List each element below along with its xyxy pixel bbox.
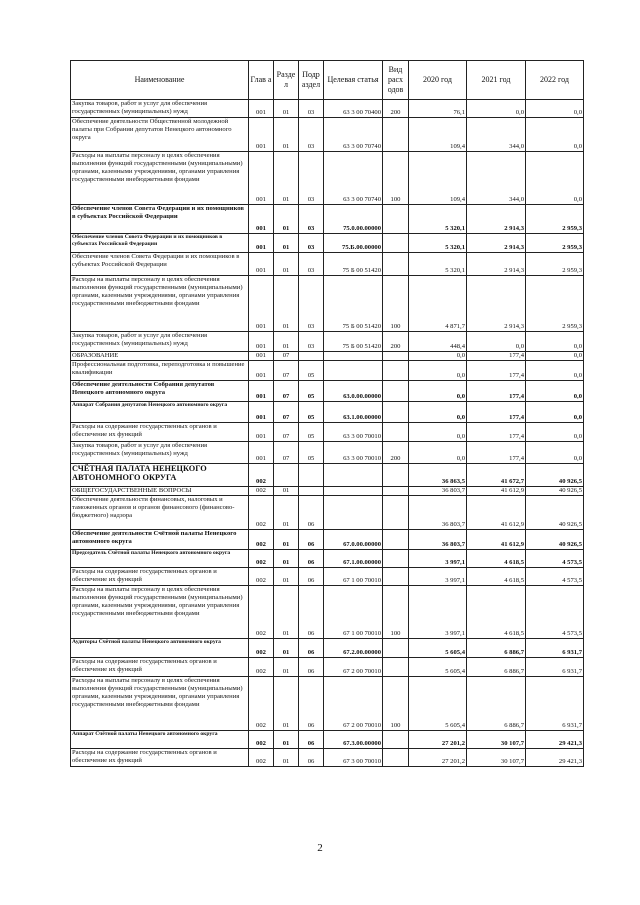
row-2022: 2 959,3 xyxy=(526,205,584,234)
row-vid xyxy=(383,253,409,276)
col-2021-header: 2021 год xyxy=(467,61,526,100)
row-podrazdel: 03 xyxy=(299,118,324,152)
row-vid xyxy=(383,381,409,402)
row-target: 75 Б 00 51420 xyxy=(324,276,383,332)
row-target: 67.3.00.00000 xyxy=(324,731,383,749)
row-glava: 002 xyxy=(249,749,274,767)
row-2021: 177,4 xyxy=(467,381,526,402)
row-2020: 3 997,1 xyxy=(409,550,467,568)
row-vid xyxy=(383,234,409,253)
row-vid xyxy=(383,352,409,361)
row-target: 67.1.00.00000 xyxy=(324,550,383,568)
table-row xyxy=(71,658,584,677)
row-vid xyxy=(383,639,409,658)
row-razdel: 01 xyxy=(274,152,299,205)
row-2020: 3 997,1 xyxy=(409,586,467,639)
row-2020: 0,0 xyxy=(409,361,467,381)
row-glava: 001 xyxy=(249,118,274,152)
row-glava: 002 xyxy=(249,550,274,568)
row-razdel: 01 xyxy=(274,530,299,550)
row-name: Расходы на выплаты персоналу в целях обеспечения выполнения функций государственными (муниципальными) органами, казенными учреждениями, органами управления государственными внебюджетными фондами xyxy=(71,152,249,205)
table-row xyxy=(71,234,584,253)
row-2022: 4 573,5 xyxy=(526,568,584,586)
row-target: 67 2 00 70010 xyxy=(324,658,383,677)
row-podrazdel: 06 xyxy=(299,749,324,767)
row-2022: 4 573,5 xyxy=(526,550,584,568)
row-podrazdel: 03 xyxy=(299,234,324,253)
budget-table xyxy=(70,60,584,767)
row-target xyxy=(324,361,383,381)
row-name: Обеспечение деятельности финансовых, налоговых и таможенных органов и органов финансового (финансово-бюджетного) надзора xyxy=(71,496,249,530)
row-2021: 30 107,7 xyxy=(467,749,526,767)
row-name: Закупка товаров, работ и услуг для обеспечения государственных (муниципальных) нужд xyxy=(71,332,249,352)
row-2020: 36 803,7 xyxy=(409,487,467,496)
row-2021: 2 914,3 xyxy=(467,205,526,234)
row-2022: 4 573,5 xyxy=(526,586,584,639)
row-razdel: 01 xyxy=(274,234,299,253)
row-2022: 2 959,3 xyxy=(526,234,584,253)
row-vid: 100 xyxy=(383,586,409,639)
row-2020: 0,0 xyxy=(409,402,467,423)
row-glava: 001 xyxy=(249,205,274,234)
row-vid: 100 xyxy=(383,152,409,205)
row-name: Расходы на содержание государственных органов и обеспечение их функций xyxy=(71,658,249,677)
row-podrazdel xyxy=(299,352,324,361)
row-podrazdel: 06 xyxy=(299,530,324,550)
row-razdel: 01 xyxy=(274,100,299,118)
row-vid xyxy=(383,658,409,677)
row-vid xyxy=(383,496,409,530)
col-2022-header: 2022 год xyxy=(526,61,584,100)
table-row xyxy=(71,639,584,658)
table-row xyxy=(71,550,584,568)
row-razdel: 01 xyxy=(274,253,299,276)
row-glava: 002 xyxy=(249,639,274,658)
row-podrazdel xyxy=(299,487,324,496)
row-razdel: 01 xyxy=(274,276,299,332)
row-2021: 41 612,9 xyxy=(467,487,526,496)
table-row xyxy=(71,381,584,402)
row-target: 75.Б.00.00000 xyxy=(324,234,383,253)
row-2020: 27 201,2 xyxy=(409,749,467,767)
row-razdel: 01 xyxy=(274,332,299,352)
row-podrazdel: 05 xyxy=(299,361,324,381)
row-razdel: 07 xyxy=(274,352,299,361)
row-name: ОБЩЕГОСУДАРСТВЕННЫЕ ВОПРОСЫ xyxy=(71,487,249,496)
row-name: Обеспечение членов Совета Федерации и их помощников в субъектах Российской Федерации xyxy=(71,234,249,253)
table-row xyxy=(71,332,584,352)
row-target: 63 3 00 70010 xyxy=(324,442,383,464)
row-razdel: 07 xyxy=(274,402,299,423)
row-2021: 0,0 xyxy=(467,100,526,118)
row-target: 75 Б 00 51420 xyxy=(324,332,383,352)
col-razdel-header: Разде л xyxy=(274,61,299,100)
row-2020: 36 803,7 xyxy=(409,530,467,550)
row-vid xyxy=(383,464,409,487)
row-podrazdel: 06 xyxy=(299,568,324,586)
row-podrazdel: 06 xyxy=(299,677,324,731)
row-target: 63.0.00.00000 xyxy=(324,381,383,402)
row-2022: 0,0 xyxy=(526,381,584,402)
row-name: Аудиторы Счётной палаты Ненецкого автономного округа xyxy=(71,639,249,658)
row-2021: 4 618,5 xyxy=(467,586,526,639)
table-header-row xyxy=(71,61,584,100)
row-glava: 002 xyxy=(249,731,274,749)
row-podrazdel: 06 xyxy=(299,639,324,658)
row-2020: 76,1 xyxy=(409,100,467,118)
row-2022: 0,0 xyxy=(526,152,584,205)
table-row xyxy=(71,586,584,639)
row-glava: 001 xyxy=(249,423,274,442)
row-podrazdel: 05 xyxy=(299,423,324,442)
row-podrazdel: 06 xyxy=(299,496,324,530)
row-2020: 4 871,7 xyxy=(409,276,467,332)
row-2021: 177,4 xyxy=(467,423,526,442)
row-glava: 002 xyxy=(249,568,274,586)
row-2020: 0,0 xyxy=(409,381,467,402)
row-vid: 200 xyxy=(383,442,409,464)
row-glava: 001 xyxy=(249,234,274,253)
row-glava: 001 xyxy=(249,152,274,205)
row-vid xyxy=(383,487,409,496)
row-2021: 41 672,7 xyxy=(467,464,526,487)
row-podrazdel: 03 xyxy=(299,276,324,332)
table-row xyxy=(71,361,584,381)
row-name: СЧЁТНАЯ ПАЛАТА НЕНЕЦКОГО АВТОНОМНОГО ОКРУГА xyxy=(71,464,249,487)
row-2020: 5 605,4 xyxy=(409,658,467,677)
table-row xyxy=(71,568,584,586)
row-name: Обеспечение членов Совета Федерации и их помощников в субъектах Российской Федерации xyxy=(71,205,249,234)
row-2020: 27 201,2 xyxy=(409,731,467,749)
row-2022: 0,0 xyxy=(526,402,584,423)
row-glava: 002 xyxy=(249,586,274,639)
row-2022: 0,0 xyxy=(526,361,584,381)
row-razdel: 01 xyxy=(274,658,299,677)
row-vid xyxy=(383,550,409,568)
row-razdel: 01 xyxy=(274,550,299,568)
row-2022: 0,0 xyxy=(526,442,584,464)
row-2021: 344,0 xyxy=(467,152,526,205)
row-glava: 001 xyxy=(249,253,274,276)
row-razdel: 01 xyxy=(274,749,299,767)
row-glava: 002 xyxy=(249,464,274,487)
table-row xyxy=(71,464,584,487)
row-2021: 6 886,7 xyxy=(467,639,526,658)
table-row xyxy=(71,442,584,464)
row-glava: 002 xyxy=(249,677,274,731)
row-name: Обеспечение деятельности Общественной молодежной палаты при Собрании депутатов Ненецкого автономного округа xyxy=(71,118,249,152)
row-2021: 6 886,7 xyxy=(467,677,526,731)
row-name: Обеспечение членов Совета Федерации и их помощников в субъектах Российской Федерации xyxy=(71,253,249,276)
row-target xyxy=(324,487,383,496)
row-vid xyxy=(383,530,409,550)
col-vid-header: Вид расх одов xyxy=(383,61,409,100)
row-2020: 36 863,5 xyxy=(409,464,467,487)
row-name: Расходы на содержание государственных органов и обеспечение их функций xyxy=(71,568,249,586)
row-glava: 001 xyxy=(249,352,274,361)
row-2022: 2 959,3 xyxy=(526,276,584,332)
table-row xyxy=(71,118,584,152)
table-row xyxy=(71,677,584,731)
row-target: 75.0.00.00000 xyxy=(324,205,383,234)
col-target-header: Целевая статья xyxy=(324,61,383,100)
page-number: 2 xyxy=(317,842,323,854)
row-2022: 0,0 xyxy=(526,118,584,152)
row-podrazdel: 03 xyxy=(299,205,324,234)
row-name: Аппарат Собрания депутатов Ненецкого автономного округа xyxy=(71,402,249,423)
row-vid xyxy=(383,749,409,767)
table-row xyxy=(71,276,584,332)
row-2022: 29 421,3 xyxy=(526,731,584,749)
row-target: 75 Б 00 51420 xyxy=(324,253,383,276)
row-2022: 40 926,5 xyxy=(526,530,584,550)
row-razdel: 01 xyxy=(274,586,299,639)
row-target: 63 3 00 70740 xyxy=(324,152,383,205)
row-2021: 30 107,7 xyxy=(467,731,526,749)
row-2020: 5 320,1 xyxy=(409,205,467,234)
row-2022: 6 931,7 xyxy=(526,677,584,731)
row-target xyxy=(324,464,383,487)
row-vid xyxy=(383,423,409,442)
table-row xyxy=(71,423,584,442)
row-2022: 0,0 xyxy=(526,100,584,118)
row-target xyxy=(324,352,383,361)
row-podrazdel: 05 xyxy=(299,402,324,423)
row-name: Профессиональная подготовка, переподготовка и повышение квалификации xyxy=(71,361,249,381)
row-razdel xyxy=(274,464,299,487)
row-glava: 002 xyxy=(249,496,274,530)
col-podrazdel-header: Подр аздел xyxy=(299,61,324,100)
row-podrazdel: 03 xyxy=(299,100,324,118)
row-2021: 2 914,3 xyxy=(467,234,526,253)
row-2021: 177,4 xyxy=(467,352,526,361)
row-2022: 40 926,5 xyxy=(526,496,584,530)
row-target: 63 3 00 70740 xyxy=(324,118,383,152)
row-vid xyxy=(383,118,409,152)
row-podrazdel: 03 xyxy=(299,152,324,205)
row-name: Расходы на содержание государственных органов и обеспечение их функций xyxy=(71,749,249,767)
row-name: Закупка товаров, работ и услуг для обеспечения государственных (муниципальных) нужд xyxy=(71,100,249,118)
row-2021: 177,4 xyxy=(467,442,526,464)
row-2020: 0,0 xyxy=(409,442,467,464)
row-2022: 6 931,7 xyxy=(526,658,584,677)
row-razdel: 01 xyxy=(274,639,299,658)
row-razdel: 01 xyxy=(274,731,299,749)
row-2022: 29 421,3 xyxy=(526,749,584,767)
row-vid: 100 xyxy=(383,677,409,731)
row-podrazdel: 06 xyxy=(299,550,324,568)
col-2020-header: 2020 год xyxy=(409,61,467,100)
row-2020: 5 320,1 xyxy=(409,234,467,253)
table-row xyxy=(71,487,584,496)
row-name: ОБРАЗОВАНИЕ xyxy=(71,352,249,361)
row-2020: 3 997,1 xyxy=(409,568,467,586)
row-glava: 002 xyxy=(249,487,274,496)
row-2020: 0,0 xyxy=(409,423,467,442)
row-target: 67.0.00.00000 xyxy=(324,530,383,550)
row-2020: 109,4 xyxy=(409,118,467,152)
row-razdel: 01 xyxy=(274,496,299,530)
table-row xyxy=(71,205,584,234)
row-2021: 6 886,7 xyxy=(467,658,526,677)
row-2021: 4 618,5 xyxy=(467,550,526,568)
row-glava: 001 xyxy=(249,381,274,402)
row-target: 67 2 00 70010 xyxy=(324,677,383,731)
row-2021: 177,4 xyxy=(467,361,526,381)
row-name: Расходы на выплаты персоналу в целях обеспечения выполнения функций государственными (муниципальными) органами, казенными учреждениями, органами управления государственными внебюджетными фондами xyxy=(71,677,249,731)
row-2020: 448,4 xyxy=(409,332,467,352)
row-2021: 4 618,5 xyxy=(467,568,526,586)
row-glava: 001 xyxy=(249,276,274,332)
row-podrazdel: 03 xyxy=(299,332,324,352)
row-target: 67 3 00 70010 xyxy=(324,749,383,767)
table-row xyxy=(71,731,584,749)
row-razdel: 01 xyxy=(274,118,299,152)
row-vid xyxy=(383,402,409,423)
row-target: 67.2.00.00000 xyxy=(324,639,383,658)
table-row xyxy=(71,253,584,276)
table-row xyxy=(71,100,584,118)
table-row xyxy=(71,152,584,205)
row-glava: 002 xyxy=(249,530,274,550)
row-2021: 2 914,3 xyxy=(467,253,526,276)
row-2021: 41 612,9 xyxy=(467,530,526,550)
row-name: Закупка товаров, работ и услуг для обеспечения государственных (муниципальных) нужд xyxy=(71,442,249,464)
row-glava: 001 xyxy=(249,442,274,464)
row-target: 63 3 00 70400 xyxy=(324,100,383,118)
row-name: Председатель Счётной палаты Ненецкого автономного округа xyxy=(71,550,249,568)
row-glava: 001 xyxy=(249,332,274,352)
col-name-header: Наименование xyxy=(71,61,249,100)
row-razdel: 07 xyxy=(274,381,299,402)
row-razdel: 07 xyxy=(274,423,299,442)
row-razdel: 07 xyxy=(274,442,299,464)
row-razdel: 01 xyxy=(274,568,299,586)
row-podrazdel xyxy=(299,464,324,487)
table-row xyxy=(71,749,584,767)
row-2022: 0,0 xyxy=(526,332,584,352)
row-2021: 177,4 xyxy=(467,402,526,423)
row-name: Расходы на выплаты персоналу в целях обеспечения выполнения функций государственными (муниципальными) органами, казенными учреждениями, органами управления государственными внебюджетными фондами xyxy=(71,586,249,639)
row-podrazdel: 06 xyxy=(299,731,324,749)
row-2020: 0,0 xyxy=(409,352,467,361)
row-name: Расходы на выплаты персоналу в целях обеспечения выполнения функций государственными (муниципальными) органами, казенными учреждениями, органами управления государственными внебюджетными фондами xyxy=(71,276,249,332)
row-vid xyxy=(383,205,409,234)
row-vid: 200 xyxy=(383,100,409,118)
row-podrazdel: 05 xyxy=(299,442,324,464)
row-vid xyxy=(383,361,409,381)
row-target xyxy=(324,496,383,530)
row-2020: 5 605,4 xyxy=(409,639,467,658)
row-vid xyxy=(383,568,409,586)
table-row xyxy=(71,352,584,361)
row-name: Аппарат Счётной палаты Ненецкого автономного округа xyxy=(71,731,249,749)
row-2022: 40 926,5 xyxy=(526,487,584,496)
row-2020: 36 803,7 xyxy=(409,496,467,530)
row-podrazdel: 05 xyxy=(299,381,324,402)
table-row xyxy=(71,496,584,530)
row-podrazdel: 06 xyxy=(299,586,324,639)
table-row xyxy=(71,402,584,423)
row-target: 67 1 00 70010 xyxy=(324,586,383,639)
row-2022: 40 926,5 xyxy=(526,464,584,487)
row-razdel: 07 xyxy=(274,361,299,381)
row-vid: 200 xyxy=(383,332,409,352)
table-row xyxy=(71,530,584,550)
row-vid xyxy=(383,731,409,749)
row-2020: 109,4 xyxy=(409,152,467,205)
col-glava-header: Глав а xyxy=(249,61,274,100)
row-target: 63.1.00.00000 xyxy=(324,402,383,423)
row-2020: 5 605,4 xyxy=(409,677,467,731)
row-2021: 344,0 xyxy=(467,118,526,152)
row-2022: 0,0 xyxy=(526,352,584,361)
row-name: Обеспечение деятельности Счётной палаты Ненецкого автономного округа xyxy=(71,530,249,550)
row-2022: 2 959,3 xyxy=(526,253,584,276)
row-podrazdel: 06 xyxy=(299,658,324,677)
row-2021: 41 612,9 xyxy=(467,496,526,530)
row-2022: 6 931,7 xyxy=(526,639,584,658)
row-2022: 0,0 xyxy=(526,423,584,442)
row-target: 67 1 00 70010 xyxy=(324,568,383,586)
row-2020: 5 320,1 xyxy=(409,253,467,276)
row-glava: 001 xyxy=(249,100,274,118)
row-razdel: 01 xyxy=(274,205,299,234)
row-target: 63 3 00 70010 xyxy=(324,423,383,442)
row-2021: 0,0 xyxy=(467,332,526,352)
row-razdel: 01 xyxy=(274,677,299,731)
row-glava: 001 xyxy=(249,361,274,381)
row-name: Расходы на содержание государственных органов и обеспечение их функций xyxy=(71,423,249,442)
row-name: Обеспечение деятельности Собрания депутатов Ненецкого автономного округа xyxy=(71,381,249,402)
row-glava: 001 xyxy=(249,402,274,423)
row-podrazdel: 03 xyxy=(299,253,324,276)
row-2021: 2 914,3 xyxy=(467,276,526,332)
row-glava: 002 xyxy=(249,658,274,677)
row-razdel: 01 xyxy=(274,487,299,496)
row-vid: 100 xyxy=(383,276,409,332)
